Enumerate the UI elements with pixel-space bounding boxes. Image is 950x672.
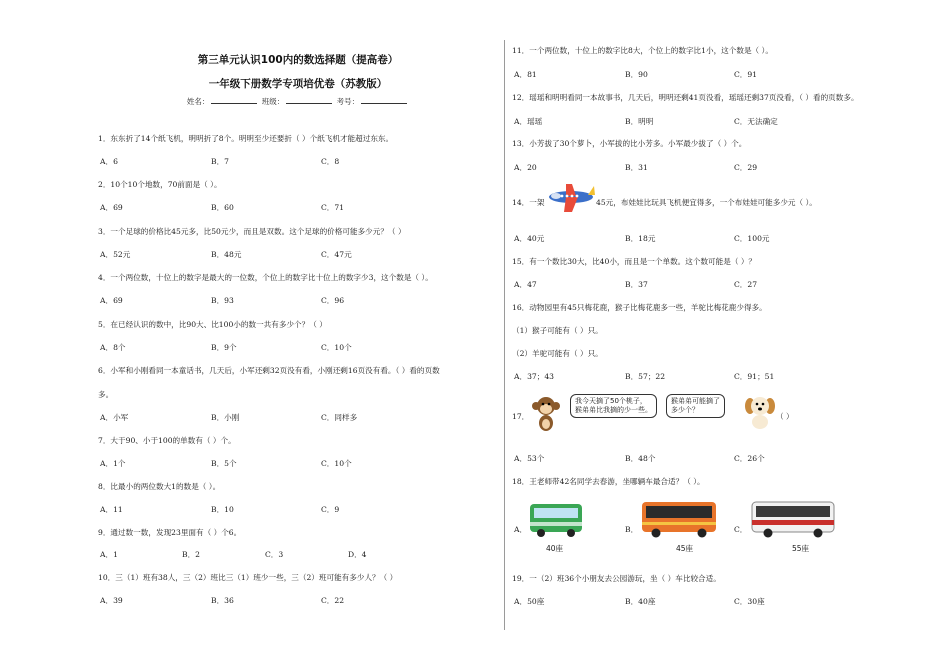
question-6-cont: 多。 (98, 390, 114, 399)
q18-option-b[interactable]: B． (625, 525, 639, 534)
question-15: 15．有一个数比30大，比40小，而且是一个单数。这个数可能是（ ）？ (512, 257, 757, 266)
q7-option-a[interactable]: A．1个 (100, 459, 126, 468)
bus-40-seat-icon[interactable] (528, 500, 584, 540)
question-10: 10．三（1）班有38人，三（2）班比三（1）班少一些，三（2）班可能有多少人？（ ） (98, 573, 398, 582)
question-16-part2: （2）羊驼可能有（ ）只。 (512, 349, 603, 358)
name-field[interactable] (211, 96, 257, 104)
question-2: 2．10个10个地数，70前面是（ ）。 (98, 180, 222, 189)
q1-option-c[interactable]: C．8 (321, 157, 340, 166)
q6-option-b[interactable]: B．小刚 (211, 413, 240, 422)
q9-option-b[interactable]: B．2 (182, 550, 201, 559)
q15-option-b[interactable]: B．37 (625, 280, 648, 289)
bus-45-label: 45座 (676, 544, 694, 553)
question-4: 4．一个两位数，十位上的数字是最大的一位数，个位上的数字比十位上的数字少3，这个数是（ ）。 (98, 273, 433, 282)
question-17-number: 17． (512, 412, 530, 421)
question-8: 8．比最小的两位数大1的数是（ ）。 (98, 482, 221, 491)
q7-option-b[interactable]: B．5个 (211, 459, 237, 468)
q3-option-a[interactable]: A．52元 (100, 250, 131, 259)
question-11: 11．一个两位数，十位上的数字比8大，个位上的数字比1小，这个数是（ ）。 (512, 46, 773, 55)
dog-icon (744, 394, 776, 430)
q8-option-c[interactable]: C．9 (321, 505, 340, 514)
question-14-start: 14．一架 (512, 198, 545, 207)
q5-option-b[interactable]: B．9个 (211, 343, 237, 352)
q15-option-c[interactable]: C．27 (734, 280, 758, 289)
q18-option-a[interactable]: A． (514, 525, 528, 534)
q5-option-c[interactable]: C．10个 (321, 343, 352, 352)
id-field[interactable] (361, 96, 407, 104)
q14-option-c[interactable]: C．100元 (734, 234, 770, 243)
q11-option-c[interactable]: C．91 (734, 70, 758, 79)
q7-option-c[interactable]: C．10个 (321, 459, 352, 468)
q9-option-a[interactable]: A．1 (100, 550, 118, 559)
q11-option-a[interactable]: A．81 (514, 70, 537, 79)
q10-option-b[interactable]: B．36 (211, 596, 234, 605)
question-12: 12．瑶瑶和明明看同一本故事书，几天后，明明还剩41页没看，瑶瑶还剩37页没看，（ ）看的页数多。 (512, 93, 859, 102)
q3-option-b[interactable]: B．48元 (211, 250, 242, 259)
q6-option-c[interactable]: C．同样多 (321, 413, 358, 422)
column-divider (504, 40, 505, 630)
q2-option-c[interactable]: C．71 (321, 203, 345, 212)
q19-option-b[interactable]: B．40座 (625, 597, 656, 606)
question-1: 1．东东折了14个纸飞机，明明折了8个。明明至少还要折（ ）个纸飞机才能超过东东。 (98, 134, 394, 143)
q4-option-b[interactable]: B．93 (211, 296, 234, 305)
question-9: 9．通过数一数，发现23里面有（ ）个6。 (98, 528, 242, 537)
question-3: 3．一个足球的价格比45元多，比50元少，而且是双数。这个足球的价格可能多少元？（ ） (98, 227, 406, 236)
class-field[interactable] (286, 96, 332, 104)
dog-speech-bubble (666, 394, 725, 418)
q1-option-a[interactable]: A．6 (100, 157, 118, 166)
q8-option-b[interactable]: B．10 (211, 505, 234, 514)
q17-option-b[interactable]: B．48个 (625, 454, 656, 463)
q17-option-a[interactable]: A．53个 (514, 454, 545, 463)
question-13: 13．小芳拔了30个萝卜，小军拔的比小芳多。小军最少拔了（ ）个。 (512, 139, 747, 148)
q13-option-a[interactable]: A．20 (514, 163, 537, 172)
q6-option-a[interactable]: A．小军 (100, 413, 129, 422)
q4-option-a[interactable]: A．69 (100, 296, 123, 305)
q19-option-c[interactable]: C．30座 (734, 597, 765, 606)
q13-option-b[interactable]: B．31 (625, 163, 648, 172)
question-14-end: 45元，布娃娃比玩具飞机便宜得多，一个布娃娃可能多少元（ ）。 (596, 198, 817, 207)
q16-option-c[interactable]: C．91；51 (734, 372, 775, 381)
q10-option-a[interactable]: A．39 (100, 596, 123, 605)
question-17-blank: （ ） (776, 412, 794, 421)
q15-option-a[interactable]: A．47 (514, 280, 537, 289)
q9-option-d[interactable]: D．4 (348, 550, 367, 559)
question-7: 7．大于90、小于100的单数有（ ）个。 (98, 436, 236, 445)
q19-option-a[interactable]: A．50座 (514, 597, 545, 606)
monkey-speech-bubble (570, 394, 657, 418)
question-16-part1: （1）猴子可能有（ ）只。 (512, 326, 603, 335)
q16-option-a[interactable]: A．37；43 (514, 372, 554, 381)
id-label: 考号： (336, 97, 360, 106)
q17-option-c[interactable]: C．26个 (734, 454, 765, 463)
q3-option-c[interactable]: C．47元 (321, 250, 352, 259)
question-19: 19．一（2）班36个小朋友去公园游玩，坐（ ）车比较合适。 (512, 574, 721, 583)
q2-option-b[interactable]: B．60 (211, 203, 234, 212)
student-info-line (98, 96, 498, 107)
question-5: 5．在已经认识的数中，比90大、比100小的数一共有多少个？（ ） (98, 320, 327, 329)
bubble2-line1: 猴弟弟可能摘了 (671, 397, 720, 405)
bus-55-label: 55座 (792, 544, 810, 553)
q9-option-c[interactable]: C．3 (265, 550, 284, 559)
q12-option-b[interactable]: B．明明 (625, 117, 654, 126)
q13-option-c[interactable]: C．29 (734, 163, 758, 172)
bus-45-seat-icon[interactable] (640, 498, 718, 540)
q1-option-b[interactable]: B．7 (211, 157, 230, 166)
monkey-icon (530, 394, 562, 432)
q4-option-c[interactable]: C．96 (321, 296, 345, 305)
bubble1-line2: 猴弟弟比我摘的少一些。 (575, 406, 652, 414)
q18-option-c[interactable]: C． (734, 525, 748, 534)
q12-option-a[interactable]: A．瑶瑶 (514, 117, 543, 126)
bus-55-seat-icon[interactable] (750, 498, 836, 540)
bus-40-label: 40座 (546, 544, 564, 553)
toy-airplane-icon (546, 182, 596, 214)
q10-option-c[interactable]: C．22 (321, 596, 345, 605)
q12-option-c[interactable]: C．无法确定 (734, 117, 778, 126)
q11-option-b[interactable]: B．90 (625, 70, 648, 79)
name-label: 姓名： (186, 97, 210, 106)
bubble2-line2: 多少个？ (671, 406, 699, 414)
q14-option-b[interactable]: B．18元 (625, 234, 656, 243)
page-title: 第三单元认识100内的数选择题（提高卷） (197, 54, 399, 66)
q14-option-a[interactable]: A．40元 (514, 234, 545, 243)
bubble1-line1: 我今天摘了50个桃子， (575, 397, 647, 405)
question-6: 6．小军和小刚看同一本童话书，几天后，小军还剩32页没有看，小刚还剩16页没有看。（ ）看的页数 (98, 366, 440, 375)
q8-option-a[interactable]: A．11 (100, 505, 123, 514)
question-16: 16．动物园里有45只梅花鹿，猴子比梅花鹿多一些，羊驼比梅花鹿少得多。 (512, 303, 767, 312)
q5-option-a[interactable]: A．8个 (100, 343, 126, 352)
q16-option-b[interactable]: B．57；22 (625, 372, 666, 381)
question-18: 18．王老师带42名同学去春游，坐哪辆车最合适？（ ）。 (512, 477, 705, 486)
page-subtitle: 一年级下册数学专项培优卷（苏教版） (208, 78, 388, 90)
q2-option-a[interactable]: A．69 (100, 203, 123, 212)
class-label: 班级： (261, 97, 285, 106)
